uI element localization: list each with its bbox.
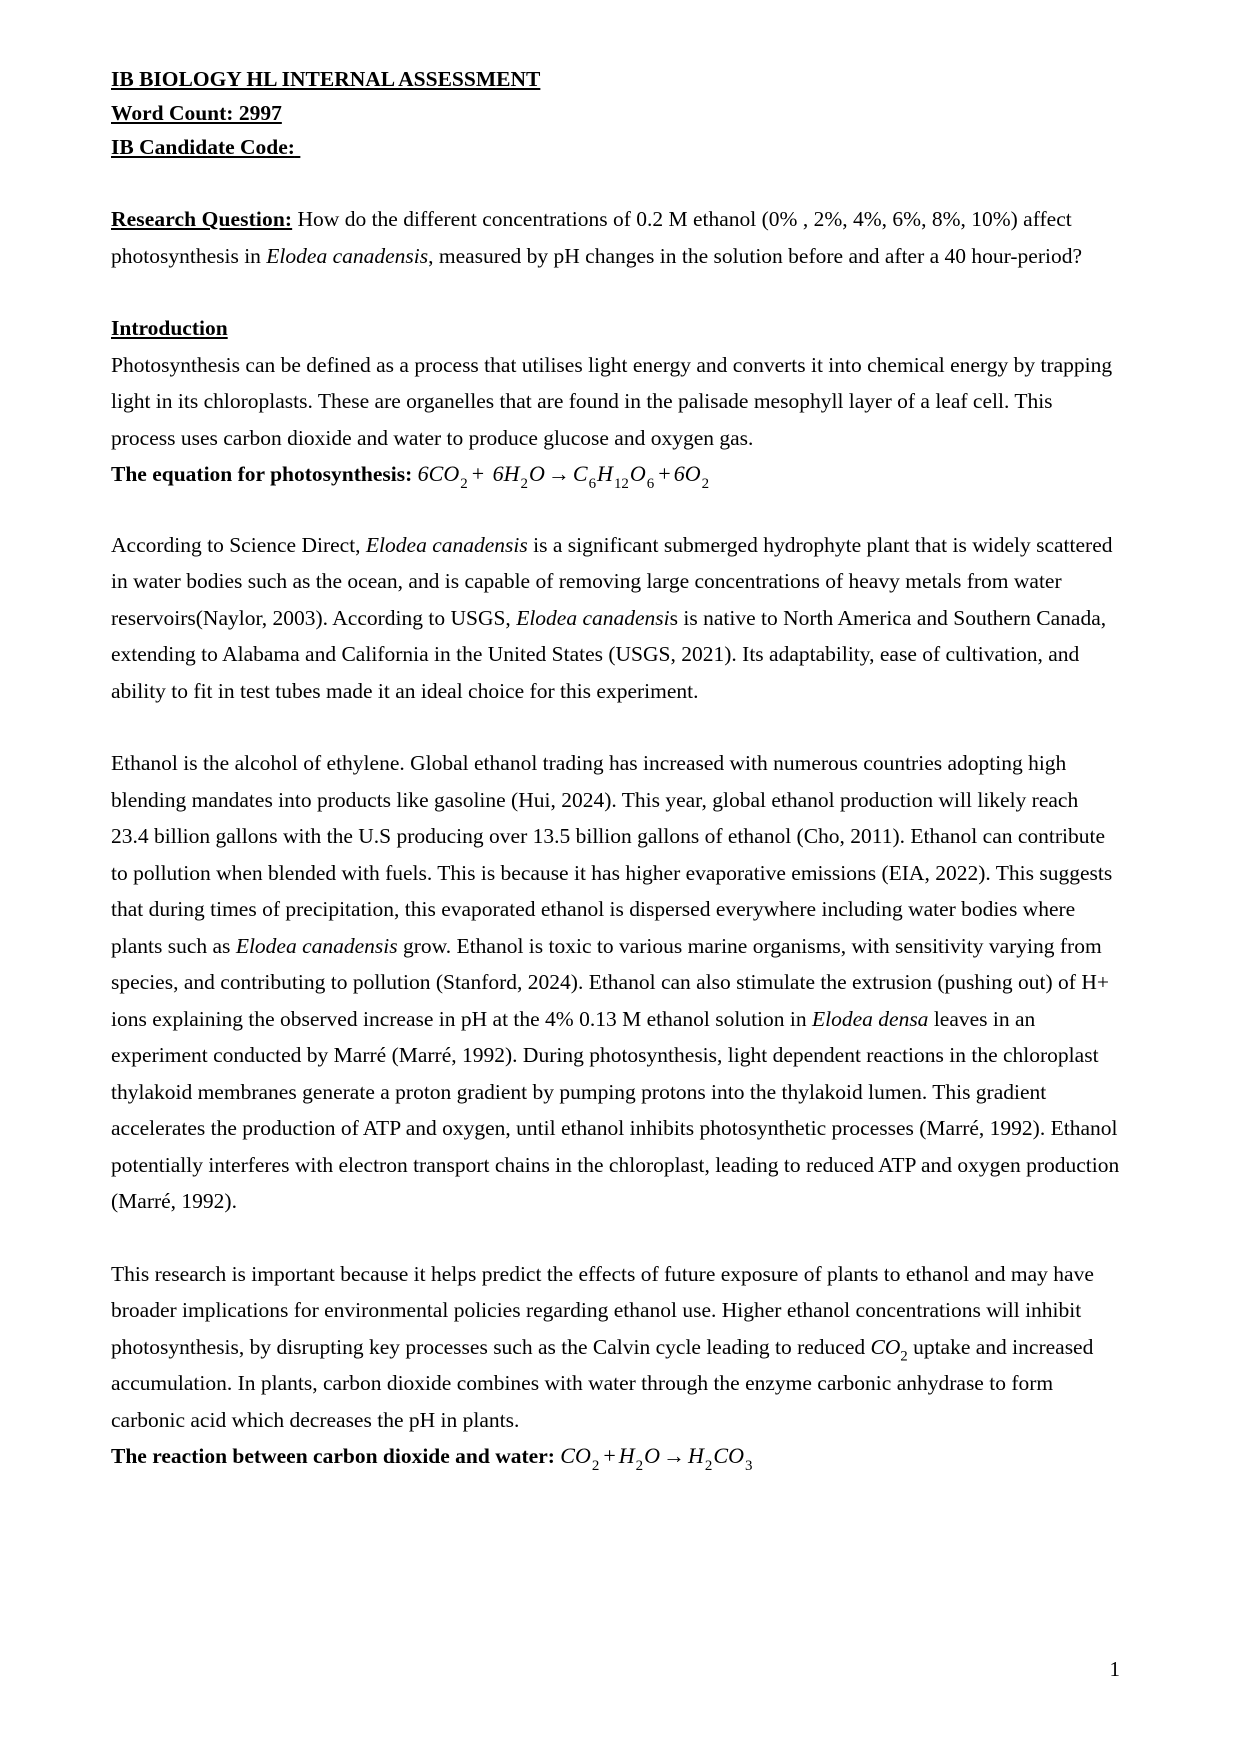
eq-arrow: →	[547, 461, 570, 486]
spacer-before-paragraph-4	[111, 1220, 1121, 1256]
research-question-label: Research Question:	[111, 207, 293, 231]
inline-co2-symbol: CO	[870, 1334, 901, 1359]
eq-coeff-3: 6	[673, 461, 685, 486]
rx-h2o-o: O	[644, 1443, 661, 1468]
photosynthesis-equation-label: The equation for photosynthesis:	[111, 462, 413, 486]
eq-h2o-sub: 2	[520, 475, 528, 492]
species-name-elodea-canadensis-3: Elodea canadensis	[235, 933, 398, 958]
spacer-before-paragraph-3	[111, 709, 1121, 745]
species-name-elodea-canadensi: Elodea canadensi	[516, 605, 670, 630]
rx-h2co3-co: CO	[713, 1443, 744, 1468]
eq-o2-sub: 2	[701, 475, 710, 492]
inline-co2-subscript: 2	[900, 1348, 908, 1365]
eq-glucose-h-sub: 12	[613, 475, 629, 492]
spacer-before-introduction	[111, 274, 1121, 310]
word-count-text: Word Count: 2997	[111, 101, 282, 125]
intro-p4-text-2: uptake and increased accumulation. In plants, carbon dioxide combines with water through the enzyme carbonic anhydrase to form carbonic acid which decreases the pH in plants.	[111, 1334, 1094, 1432]
rx-h2o-h: H	[618, 1443, 635, 1468]
eq-glucose-c: C	[572, 461, 588, 486]
rx-h2o-sub: 2	[635, 1457, 644, 1474]
introduction-paragraph-2	[111, 527, 1121, 710]
intro-p3-text-1: Ethanol is the alcohol of ethylene. Global ethanol trading has increased with numerous countries adopting high blending mandates into products like gasoline (Hui, 2024). This year, global ethanol production will likely reach 23.4 billion gallons with the U.S producing over 13.5 billion gallons of ethanol (Cho, 2011). Ethanol can contribute to pollution when blended with fuels. This is because it has higher evaporative emissions (EIA, 2022). This suggests that during times of precipitation, this evaporated ethanol is dispersed everywhere including water bodies where plants such as	[111, 751, 1113, 958]
intro-p2-text-1: According to Science Direct,	[111, 532, 366, 557]
species-name-elodea-canadensis: Elodea canadensis	[266, 243, 429, 268]
spacer-after-title	[111, 164, 1121, 201]
rx-plus: +	[603, 1443, 616, 1468]
eq-glucose-o-sub: 6	[646, 475, 655, 492]
eq-glucose-o: O	[629, 461, 646, 486]
eq-h2o-o: O	[528, 461, 545, 486]
eq-coeff-2: 6	[492, 461, 504, 486]
eq-o2: O	[684, 461, 701, 486]
rx-co2-sub: 2	[591, 1457, 600, 1474]
document-title-block	[111, 62, 1121, 164]
eq-co2-sub: 2	[460, 475, 468, 492]
candidate-code-line	[111, 130, 1121, 164]
species-name-elodea-densa: Elodea densa	[812, 1006, 929, 1031]
photosynthesis-equation	[417, 461, 710, 492]
word-count-line	[111, 96, 1121, 130]
title-line-1-text: IB BIOLOGY HL INTERNAL ASSESSMENT	[111, 67, 541, 91]
eq-plus-2: +	[658, 461, 671, 486]
eq-co2: CO	[428, 461, 460, 486]
eq-plus-1: +	[471, 461, 485, 486]
research-question-text-1: How do the different concentrations of 0.2 M ethanol (0% , 2%, 4%, 6%, 8%, 10%) affect photosynthesis in	[111, 207, 1072, 268]
rx-h2co3-h-sub: 2	[704, 1457, 713, 1474]
inline-co2-formula	[870, 1334, 908, 1365]
carbonic-reaction-label: The reaction between carbon dioxide and water:	[111, 1444, 555, 1468]
title-line-1	[111, 62, 1121, 96]
introduction-paragraph-1: Photosynthesis can be defined as a process that utilises light energy and converts it into chemical energy by trapping light in its chloroplasts. These are organelles that are found in the palisade mesophyll layer of a leaf cell. This process uses carbon dioxide and water to produce glucose and oxygen gas.	[111, 352, 1113, 450]
species-name-elodea-canadensis-2: Elodea canadensis	[365, 532, 528, 557]
research-question-text-2: , measured by pH changes in the solution before and after a 40 hour-period?	[428, 243, 1083, 268]
rx-co2: CO	[560, 1443, 591, 1468]
candidate-code-blank	[295, 135, 300, 159]
eq-h2o-h: H	[503, 461, 520, 486]
rx-h2co3-o-sub: 3	[744, 1457, 753, 1474]
rx-h2co3-h: H	[688, 1443, 704, 1468]
document-body	[111, 62, 1121, 1475]
photosynthesis-equation-line	[111, 456, 1121, 493]
section-heading-introduction: Introduction	[111, 316, 228, 340]
candidate-code-text: IB Candidate Code:	[111, 135, 295, 159]
intro-p3-text-2: grow. Ethanol is toxic to various marine organisms, with sensitivity varying from species, and contributing to pollution (Stanford, 2024). Ethanol can also stimulate the extrusion (pushing out) of H+ ions explaining the observed increase in pH at the 4% 0.13 M ethanol solution in	[111, 933, 1109, 1031]
intro-p4-text-1: This research is important because it helps predict the effects of future exposure of plants to ethanol and may have broader implications for environmental policies regarding ethanol use. Higher ethanol concentrations will inhibit photosynthesis, by disrupting key processes such as the Calvin cycle leading to reduced	[111, 1261, 1094, 1359]
research-question-paragraph	[111, 201, 1121, 274]
carbonic-reaction-equation	[560, 1443, 753, 1474]
intro-p3-text-3: leaves in an experiment conducted by Marré (Marré, 1992). During photosynthesis, light dependent reactions in the chloroplast thylakoid membranes generate a proton gradient by pumping protons into the thylakoid lumen. This gradient accelerates the production of ATP and oxygen, until ethanol inhibits photosynthetic processes (Marré, 1992). Ethanol potentially interferes with electron transport chains in the chloroplast, leading to reduced ATP and oxygen production (Marré, 1992).	[111, 1006, 1120, 1213]
rx-arrow: →	[663, 1443, 686, 1468]
intro-p2-text-2: is a significant submerged hydrophyte plant that is widely scattered in water bodies such as the ocean, and is capable of removing large concentrations of heavy metals from water reservoirs(Naylor, 2003). According to USGS,	[111, 532, 1113, 630]
intro-p2-text-3: s is native to North America and Southern Canada, extending to Alabama and California in the United States (USGS, 2021). Its adaptability, ease of cultivation, and ability to fit in test tubes made it an ideal choice for this experiment.	[111, 605, 1107, 703]
spacer-after-equation	[111, 493, 1121, 527]
page-number: 1	[1109, 1657, 1120, 1681]
introduction-paragraph-4	[111, 1256, 1121, 1439]
eq-coeff-1: 6	[417, 461, 429, 486]
carbonic-reaction-line	[111, 1438, 1121, 1475]
eq-glucose-c-sub: 6	[588, 475, 597, 492]
eq-glucose-h: H	[597, 461, 613, 486]
introduction-paragraph-3	[111, 745, 1121, 1220]
